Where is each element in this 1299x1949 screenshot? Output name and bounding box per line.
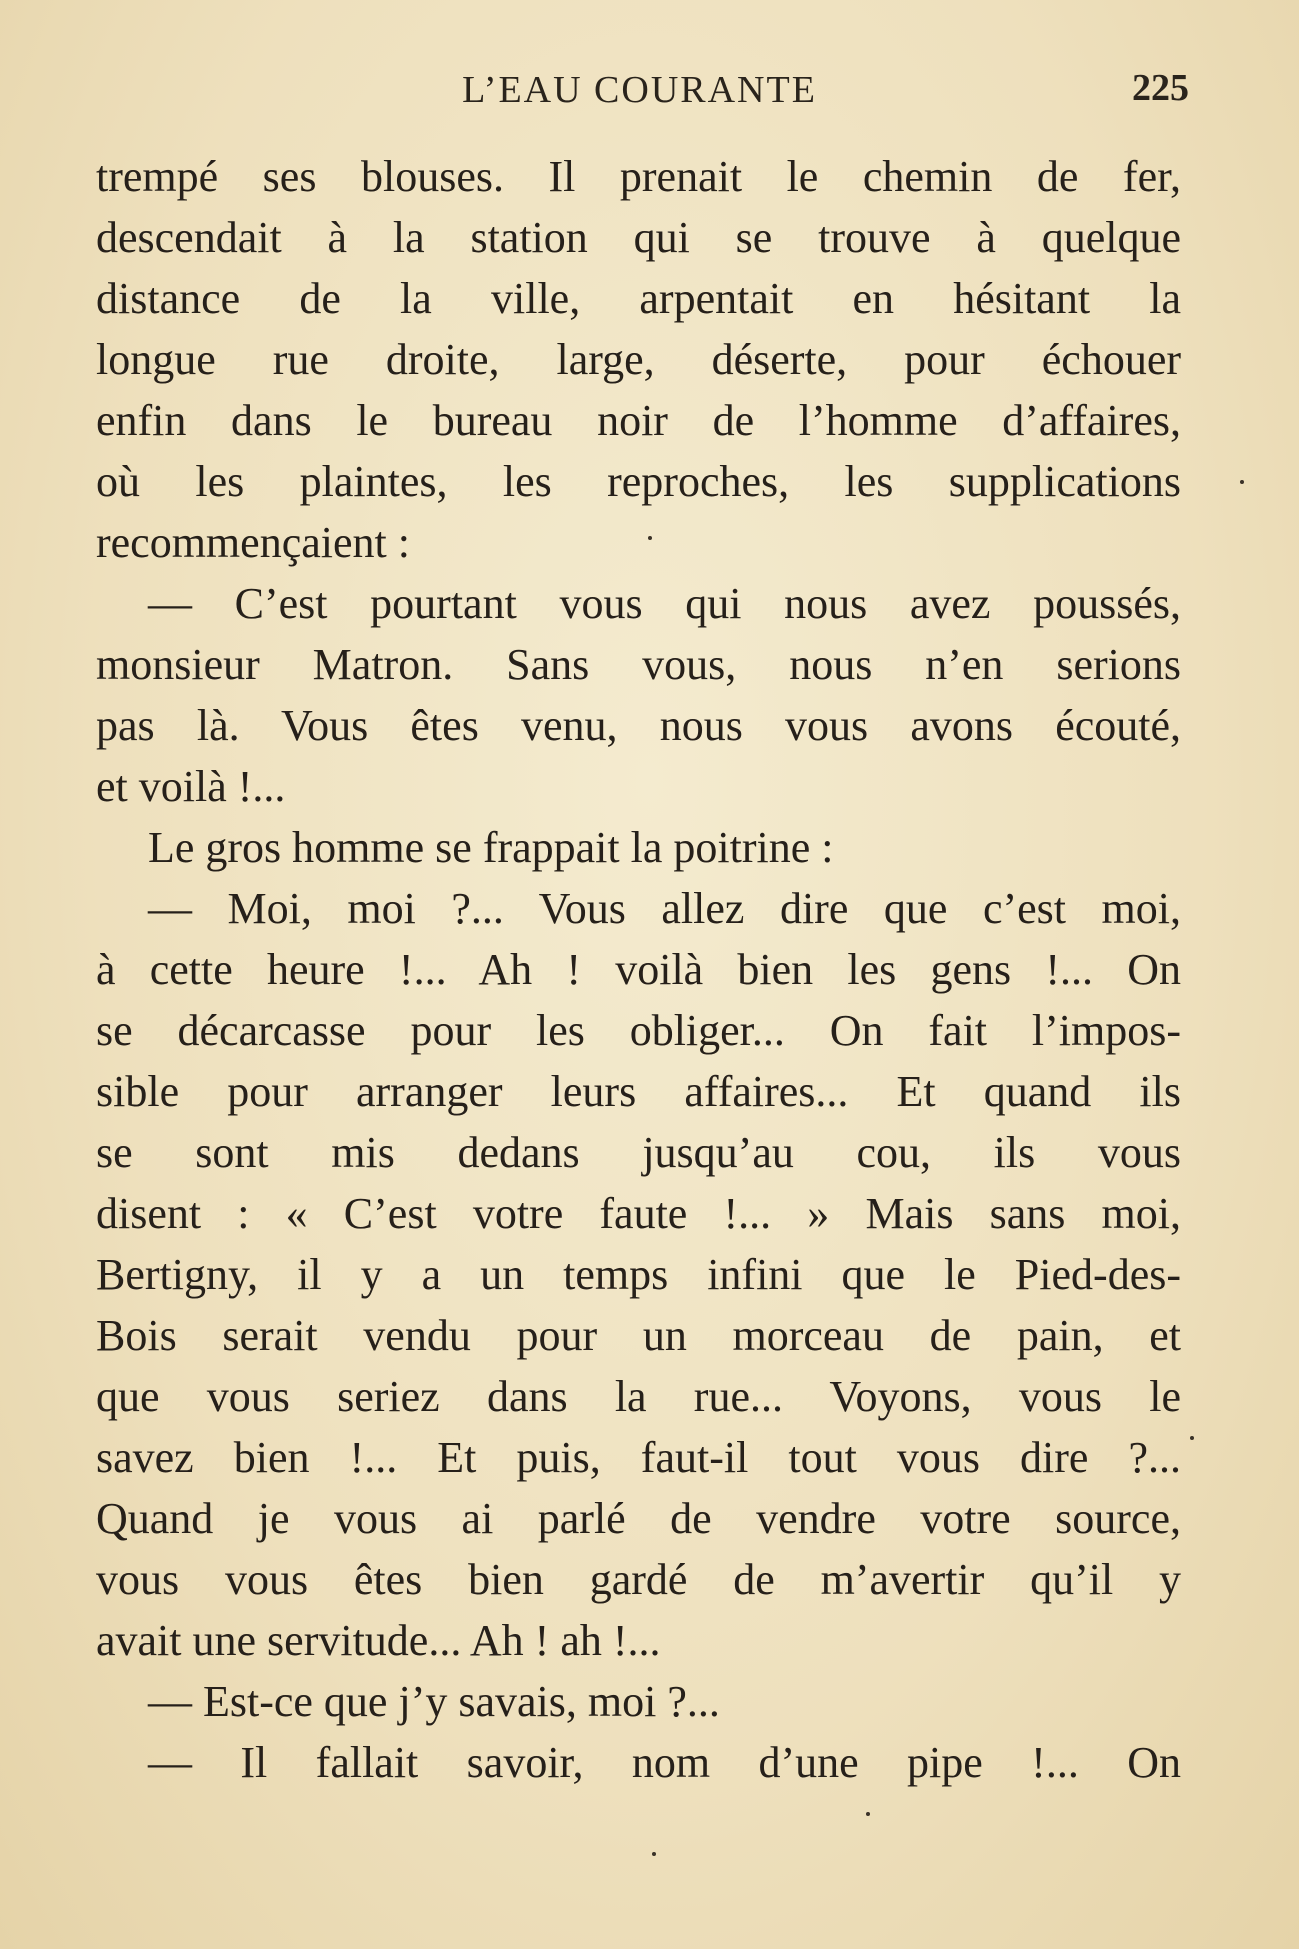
- page-number: 225: [1132, 67, 1189, 109]
- text-line: avait une servitude... Ah ! ah !...: [96, 1616, 661, 1665]
- text-line: disent : « C’est votre faute !... » Mais sans moi,: [96, 1189, 1181, 1238]
- text-line: distance de la ville, arpentait en hésitant la: [96, 274, 1181, 323]
- text-line: trempé ses blouses. Il prenait le chemin de fer,: [96, 152, 1181, 201]
- text-line: et voilà !...: [96, 762, 286, 811]
- text-line: — C’est pourtant vous qui nous avez poussés,: [148, 579, 1181, 628]
- text-line: sible pour arranger leurs affaires... Et quand ils: [96, 1067, 1181, 1116]
- page-header: [90, 62, 1189, 122]
- text-line: pas là. Vous êtes venu, nous vous avons écouté,: [96, 701, 1181, 750]
- text-line: Quand je vous ai parlé de vendre votre source,: [96, 1494, 1181, 1543]
- text-line: Bois serait vendu pour un morceau de pain, et: [96, 1311, 1181, 1360]
- text-line: enfin dans le bureau noir de l’homme d’affaires,: [96, 396, 1181, 445]
- text-line: — Il fallait savoir, nom d’une pipe !... On: [148, 1738, 1181, 1787]
- text-line: Bertigny, il y a un temps infini que le Pied-des-: [96, 1250, 1181, 1299]
- text-line: Le gros homme se frappait la poitrine :: [148, 823, 834, 872]
- paper-speck: [1240, 480, 1244, 484]
- running-title: L’EAU COURANTE: [462, 69, 817, 111]
- text-line: recommençaient :: [96, 518, 410, 567]
- text-line: à cette heure !... Ah ! voilà bien les gens !... On: [96, 945, 1181, 994]
- text-line: — Moi, moi ?... Vous allez dire que c’est moi,: [148, 884, 1181, 933]
- text-line: que vous seriez dans la rue... Voyons, vous le: [96, 1372, 1181, 1421]
- paper-speck: [648, 536, 652, 540]
- text-line: longue rue droite, large, déserte, pour échouer: [96, 335, 1181, 384]
- text-line: savez bien !... Et puis, faut-il tout vous dire ?...: [96, 1433, 1181, 1482]
- paper-speck: [1190, 1436, 1194, 1440]
- text-line: monsieur Matron. Sans vous, nous n’en serions: [96, 640, 1181, 689]
- paper-speck: [652, 1852, 656, 1856]
- text-line: se décarcasse pour les obliger... On fait l’impos-: [96, 1006, 1181, 1055]
- text-line: où les plaintes, les reproches, les supplications: [96, 457, 1181, 506]
- paper-speck: [866, 1812, 870, 1816]
- text-line: vous vous êtes bien gardé de m’avertir qu’il y: [96, 1555, 1181, 1604]
- text-line: — Est-ce que j’y savais, moi ?...: [148, 1677, 720, 1726]
- body-text: [96, 146, 1181, 1793]
- text-line: descendait à la station qui se trouve à quelque: [96, 213, 1181, 262]
- text-line: se sont mis dedans jusqu’au cou, ils vous: [96, 1128, 1181, 1177]
